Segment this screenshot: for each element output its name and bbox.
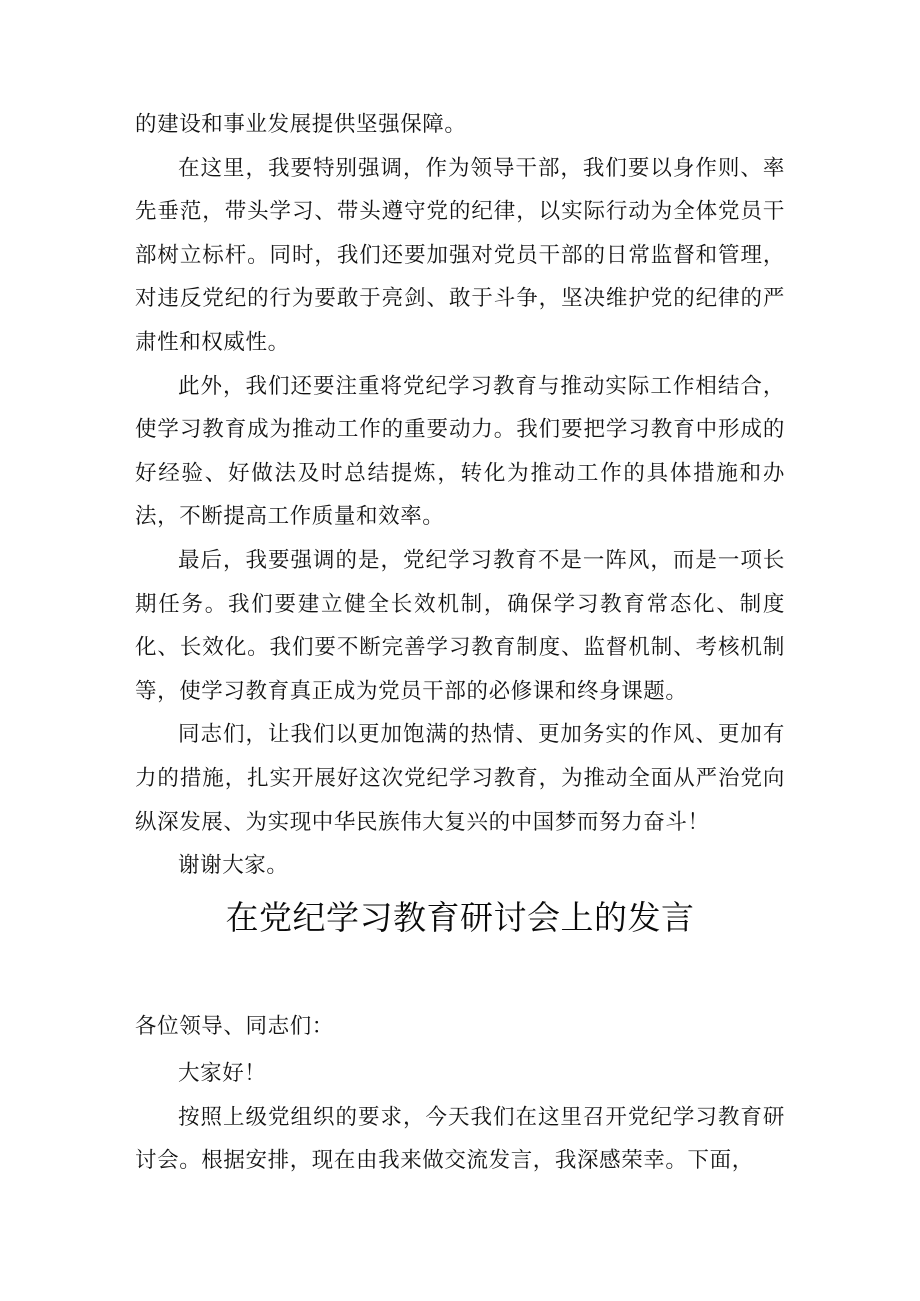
paragraph-thanks: 谢谢大家。 bbox=[178, 853, 289, 879]
salutation: 各位领导、同志们： bbox=[135, 1013, 334, 1039]
section-title: 在党纪学习教育研讨会上的发言 bbox=[225, 897, 695, 937]
paragraph-leadership: 在这里，我要特别强调，作为领导干部，我们要以身作则、率先垂范，带头学习、带头遵守党的纪律，以实际行动为全体党员干部树立标杆。同时，我们还要加强对党员干部的日常监督和管理，对违反党纪的行为要敢于亮剑、敢于斗争，坚决维护党的纪律的严肃性和权威性。 bbox=[135, 155, 785, 355]
paragraph-integration: 此外，我们还要注重将党纪学习教育与推动实际工作相结合，使学习教育成为推动工作的重要动力。我们要把学习教育中形成的好经验、好做法及时总结提炼，转化为推动工作的具体措施和办法，不断提高工作质量和效率。 bbox=[135, 373, 785, 530]
paragraph-introduction: 按照上级党组织的要求，今天我们在这里召开党纪学习教育研讨会。根据安排，现在由我来做交流发言，我深感荣幸。下面， bbox=[135, 1104, 785, 1174]
paragraph-continuation: 的建设和事业发展提供坚强保障。 bbox=[135, 112, 467, 137]
paragraph-long-term: 最后，我要强调的是，党纪学习教育不是一阵风，而是一项长期任务。我们要建立健全长效机制，确保学习教育常态化、制度化、长效化。我们要不断完善学习教育制度、监督机制、考核机制等，使学习教育真正成为党员干部的必修课和终身课题。 bbox=[135, 547, 785, 704]
paragraph-call-to-action: 同志们，让我们以更加饱满的热情、更加务实的作风、更加有力的措施，扎实开展好这次党纪学习教育，为推动全面从严治党向纵深发展、为实现中华民族伟大复兴的中国梦而努力奋斗！ bbox=[135, 722, 785, 835]
document-body bbox=[135, 103, 785, 1183]
greeting: 大家好！ bbox=[178, 1061, 267, 1087]
